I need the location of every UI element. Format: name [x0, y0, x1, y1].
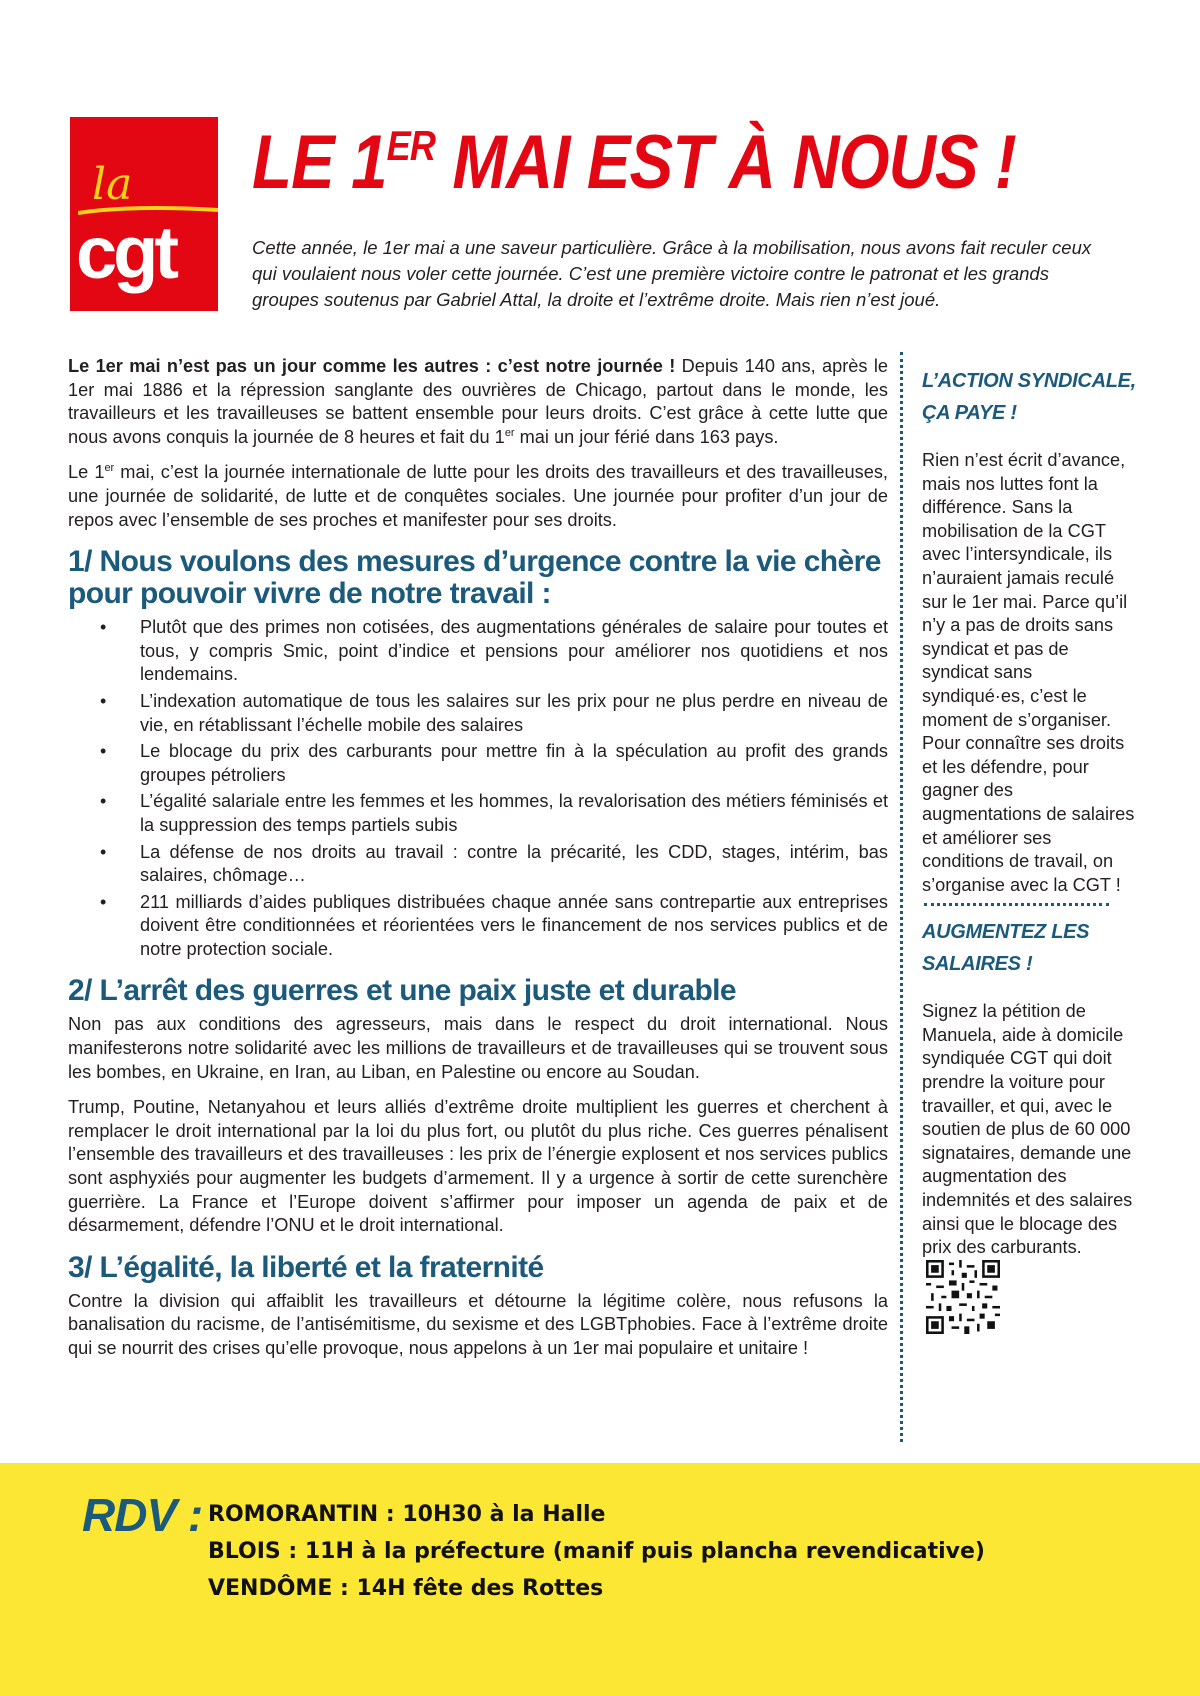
- sidebar-divider: [924, 903, 1109, 906]
- sidebar: [922, 365, 1137, 1334]
- column-divider: [900, 352, 903, 1442]
- section-heading-urgence: 1/ Nous voulons des mesures d’urgence contre la vie chère pour pouvoir vivre de notre travail :: [68, 545, 881, 611]
- rdv-label: RDV :: [82, 1489, 203, 1541]
- paragraph-solidarite: Non pas aux conditions des agresseurs, mais dans le respect du droit international. Nous manifesterons notre solidarité avec les millions de travailleurs et de travailleuses qui se trouvent sous les bombes, en Ukraine, en Iran, au Liban, en Palestine ou encore au Soudan.: [68, 1014, 888, 1082]
- cgt-logo: [70, 117, 218, 311]
- rdv-vendome: VENDÔME : 14H fête des Rottes: [208, 1576, 604, 1601]
- list-item: • Plutôt que des primes non cotisées, des augmentations générales de salaire pour toutes et tous, y compris Smic, point d’indice et pensions pour améliorer nos quotidiens et nos lendemains.: [140, 616, 888, 687]
- list-item: • La défense de nos droits au travail : contre la précarité, les CDD, stages, intérim, bas salaires, chômage…: [140, 841, 888, 888]
- sidebar-paragraph-organise: Rien n’est écrit d’avance, mais nos luttes font la différence. Sans la mobilisation de la CGT avec l’intersyndicale, ils n’auraient jamais reculé sur le 1er mai. Parce qu’il n’y a pas de droits sans syndicat et pas de syndicat sans syndiqué·es, c’est le moment de s’organiser. Pour connaître ses droits et les défendre, pour gagner des augmentations de salaires et améliorer ses conditions de travail, on s’organise avec la CGT !: [922, 450, 1135, 895]
- sidebar-heading-action: L’ACTION SYNDICALE, ÇA PAYE !: [922, 370, 1136, 424]
- sidebar-paragraph-petition: Signez la pétition de Manuela, aide à domicile syndiquée CGT qui doit prendre la voiture pour travailler, et qui, avec le soutien de plus de 60 000 signataires, demande une augmentation des indemnités et des salaires ainsi que le blocage des prix des carburants.: [922, 1000, 1137, 1334]
- paragraph-history: Le 1er mai n’est pas un jour comme les autres : c’est notre journée ! Depuis 140 ans, après le 1er mai 1886 et la répression sanglante des ouvrières de Chicago, partout dans le monde, les travailleurs et les travailleuses se battent ensemble pour leurs droits. C’est grâce à cette lutte que nous avons conquis la journée de 8 heures et fait du 1er mai un jour férié dans 163 pays.: [68, 356, 888, 447]
- section-heading-paix: 2/ L’arrêt des guerres et une paix juste et durable: [68, 974, 736, 1008]
- paragraph-international-day: Le 1er mai, c’est la journée internationale de lutte pour les droits des travailleurs et des travailleuses, une journée de solidarité, de lutte et de conquêtes sociales. Une journée pour profiter d’un jour de repos avec l’ensemble de ses proches et manifester pour ses droits.: [68, 462, 888, 530]
- list-item: • L’égalité salariale entre les femmes et les hommes, la revalorisation des métiers féminisés et la suppression des temps partiels subis: [140, 790, 888, 837]
- qr-code-icon[interactable]: [926, 1260, 1000, 1334]
- list-item: • Le blocage du prix des carburants pour mettre fin à la spéculation au profit des grands groupes pétroliers: [140, 740, 888, 787]
- sidebar-heading-salaires: AUGMENTEZ LES SALAIRES !: [922, 921, 1090, 976]
- logo-cgt-text: cgt: [76, 211, 175, 294]
- demands-list: [68, 616, 888, 961]
- intro-paragraph: Cette année, le 1er mai a une saveur particulière. Grâce à la mobilisation, nous avons fait reculer ceux qui voulaient nous voler cette journée. C’est une première victoire contre le patronat et les grands groupes soutenus par Gabriel Attal, la droite et l’extrême droite. Mais rien n’est joué.: [252, 237, 1092, 310]
- rdv-romorantin: ROMORANTIN : 10H30 à la Halle: [208, 1502, 606, 1527]
- rdv-blois: BLOIS : 11H à la préfecture (manif puis plancha revendicative): [208, 1539, 985, 1564]
- main-column: [68, 355, 888, 1373]
- rdv-list: [208, 1496, 985, 1607]
- paragraph-division: Contre la division qui affaiblit les travailleurs et détourne la légitime colère, nous refusons la banalisation du racisme, de l’antisémitisme, du sexisme et des LGBTphobies. Face à l’extrême droite qui se nourrit des crises qu’elle provoque, nous appelons à un 1er mai populaire et unitaire !: [68, 1290, 888, 1358]
- list-item: • 211 milliards d’aides publiques distribuées chaque année sans contrepartie aux entreprises doivent être conditionnées et réorientées vers le financement de nos services publics et de notre protection sociale.: [140, 891, 888, 962]
- section-heading-egalite: 3/ L’égalité, la liberté et la fraternité: [68, 1250, 544, 1284]
- page-title: LE 1ER MAI EST À NOUS !: [252, 120, 1016, 205]
- paragraph-guerres: Trump, Poutine, Netanyahou et leurs alliés d’extrême droite multiplient les guerres et cherchent à remplacer le droit international par la loi du plus fort, ou plutôt du plus riche. Ces guerres pénalisent l’ensemble des travailleurs et des travailleuses : les prix de l’énergie explosent et nos services publics sont asphyxiés pour augmenter les budgets d’armement. Il y a urgence à sortir de cette surenchère guerrière. La France et l’Europe doivent s’affirmer pour imposer un agenda de paix et de désarmement, défendre l’ONU et le droit international.: [68, 1097, 888, 1236]
- logo-la-text: la: [92, 159, 133, 210]
- list-item: • L’indexation automatique de tous les salaires sur les prix pour ne plus perdre en niveau de vie, en rétablissant l’échelle mobile des salaires: [140, 690, 888, 737]
